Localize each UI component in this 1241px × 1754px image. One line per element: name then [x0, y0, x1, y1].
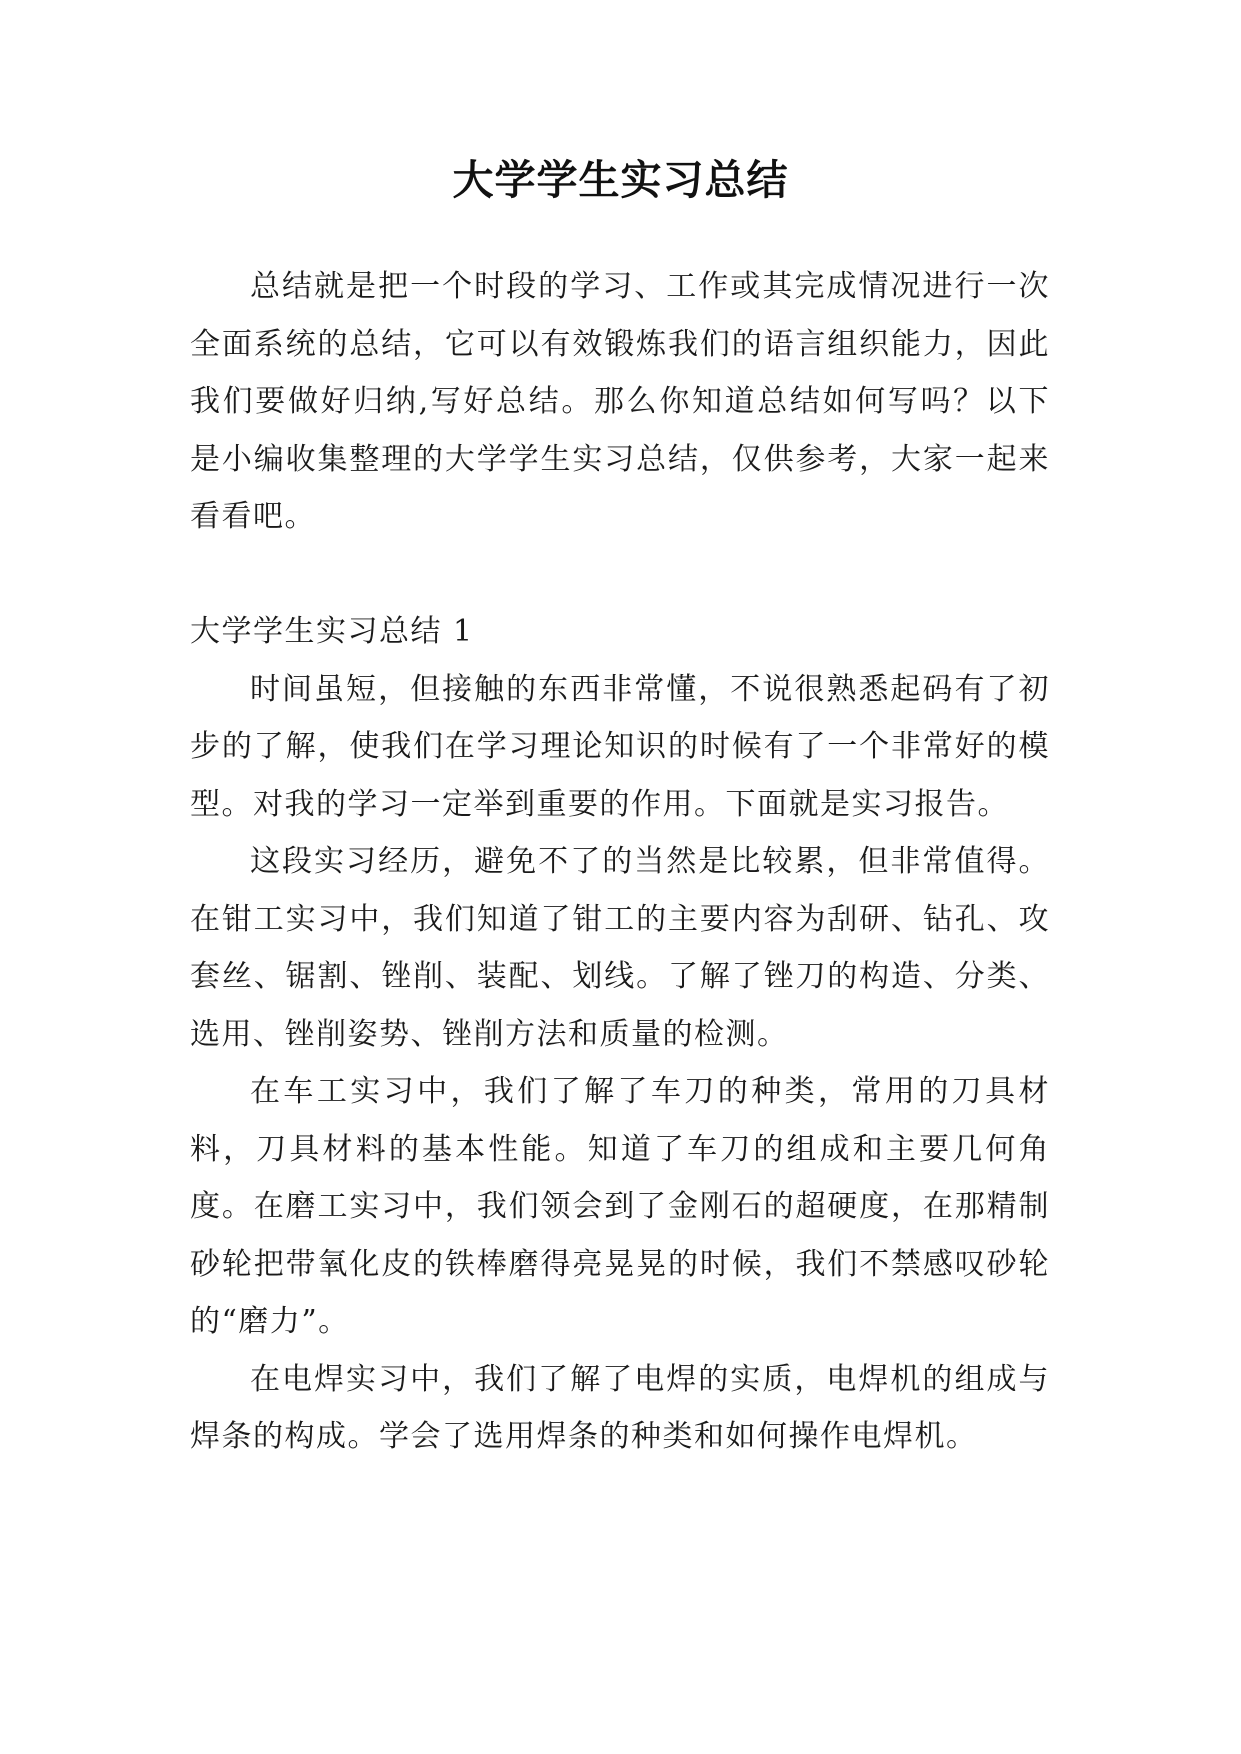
body-paragraph-3: 在车工实习中，我们了解了车刀的种类，常用的刀具材料，刀具材料的基本性能。知道了车刀的组成和主要几何角度。在磨工实习中，我们领会到了金刚石的超硬度，在那精制砂轮把带氧化皮的铁棒磨得亮晃晃的时候，我们不禁感叹砂轮的“磨力”。 [190, 1074, 1050, 1339]
body-paragraph-1: 时间虽短，但接触的东西非常懂，不说很熟悉起码有了初步的了解，使我们在学习理论知识的时候有了一个非常好的模型。对我的学习一定举到重要的作用。下面就是实习报告。 [190, 671, 1050, 822]
document-body [190, 258, 1050, 1466]
section-heading: 大学学生实习总结 1 [190, 614, 474, 649]
body-paragraph-4: 在电焊实习中，我们了解了电焊的实质，电焊机的组成与焊条的构成。学会了选用焊条的种类和如何操作电焊机。 [190, 1361, 1050, 1454]
intro-paragraph: 总结就是把一个时段的学习、工作或其完成情况进行一次全面系统的总结，它可以有效锻炼我们的语言组织能力，因此我们要做好归纳,写好总结。那么你知道总结如何写吗？以下是小编收集整理的大学学生实习总结，仅供参考，大家一起来看看吧。 [190, 269, 1050, 534]
body-paragraph-2: 这段实习经历，避免不了的当然是比较累，但非常值得。在钳工实习中，我们知道了钳工的主要内容为刮研、钻孔、攻套丝、锯割、锉削、装配、划线。了解了锉刀的构造、分类、选用、锉削姿势、锉削方法和质量的检测。 [190, 844, 1050, 1052]
document-title: 大学学生实习总结 [452, 156, 789, 204]
